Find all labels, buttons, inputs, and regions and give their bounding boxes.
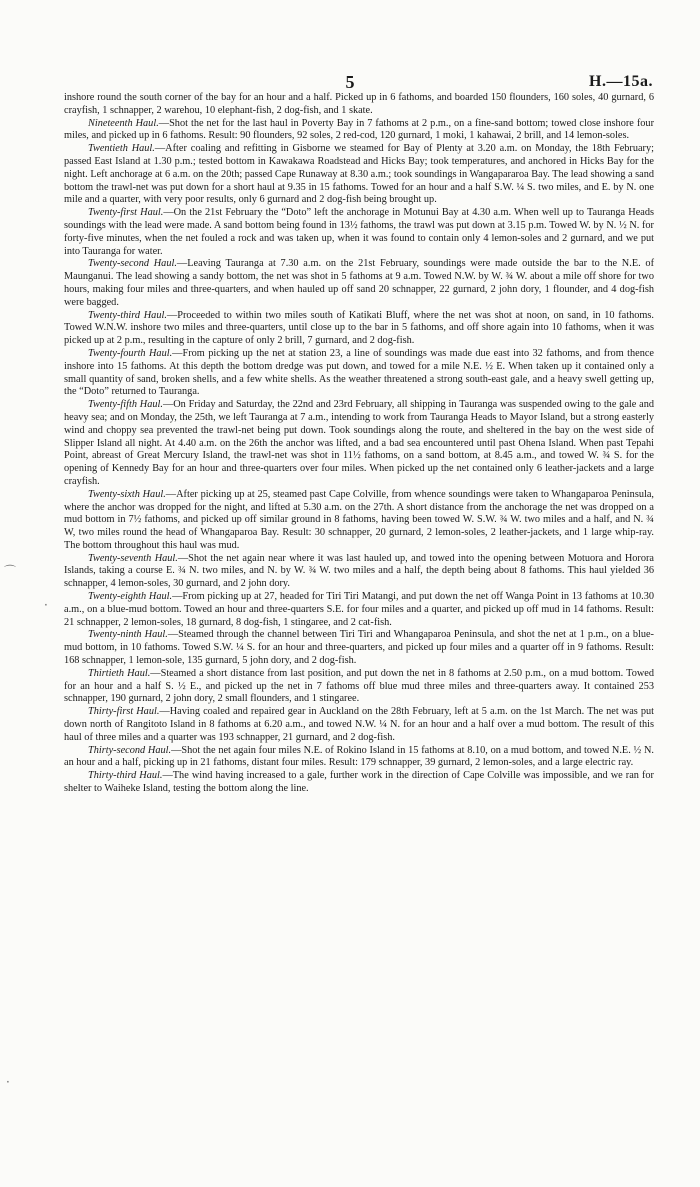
haul-paragraph [64, 668, 654, 706]
haul-title: Twenty-sixth Haul. [88, 488, 166, 500]
haul-title: Nineteenth Haul. [88, 117, 159, 129]
body-text [64, 92, 654, 796]
haul-paragraph [64, 770, 654, 796]
haul-text: —On Friday and Saturday, the 22nd and 23rd February, all shipping in Tauranga was suspended owing to the gale and heavy sea; and on Monday, the 25th, we left Tauranga at 7 a.m., intending to work from Tauranga Heads to Mayor Island, but a strong easterly wind and choppy sea prevented the trawl-net being put down. Took soundings along the route, and sheltered in the bay on the west side of Slipper Island all night. At 4.40 a.m. on the 26th the anchor was lifted, and a bad sea encountered until past Ohena Island. When past Tepahi Point, abreast of Great Mercury Island, the trawl-net was shot in 11½ fathoms, on a sand bottom, at 8.45 a.m., and towed W. ¾ S. for the opening of Kennedy Bay for an hour and three-quarters over four miles. When picked up the net contained only 6 leather-jackets and a large crayfish. [64, 399, 654, 487]
haul-paragraph [64, 348, 654, 399]
haul-title: Twenty-eighth Haul. [88, 591, 173, 603]
haul-paragraph [64, 118, 654, 144]
haul-text: —Having coaled and repaired gear in Auckland on the 28th February, left at 5 a.m. on the 1st March. The net was put down north of Rangitoto Island in 8 fathoms at 6.20 a.m., and towed N.W. ¼ N. for an hour and a half over a mud bottom. The result of this haul of three miles and a quarter was 193 schnapper, 21 gurnard, and 2 dog-fish. [64, 706, 654, 743]
haul-text: —The wind having increased to a gale, further work in the direction of Cape Colville was impossible, and we ran for shelter to Waiheke Island, testing the bottom along the line. [64, 770, 654, 795]
haul-paragraph [64, 310, 654, 348]
haul-paragraph [64, 489, 654, 553]
haul-text: —Shot the net again near where it was last hauled up, and towed into the opening between Motuora and Horora Islands, taking a course E. ¾ N. two miles, and N. by W. ¾ W. two miles and a half, the depth being about 8 fathoms. This haul yielded 36 schnapper, 4 lemon-soles, 30 gurnard, and 2 john dory. [64, 552, 654, 590]
haul-paragraph [64, 258, 654, 309]
haul-title: Thirty-second Haul. [88, 744, 172, 756]
haul-title: Twenty-seventh Haul. [88, 552, 178, 564]
haul-text: —From picking up at 27, headed for Tiri Tiri Matangi, and put down the net off Wanga Point in 13 fathoms at 10.30 a.m., on a blue-mud bottom. Towed an hour and three-quarters S.E. for four miles and a quarter, and picked up off mud in 14 fathoms. Result: 21 schnapper, 2 lemon-soles, 18 gurnard, 8 dog-fish, 1 stingaree, and 2 cat-fish. [64, 591, 655, 628]
haul-text: —Shot the net again four miles N.E. of Rokino Island in 15 fathoms at 8.10, on a mud bottom, and towed N.E. ½ N. an hour and a half, picking up in 21 fathoms, distant four miles. Result: 179 schnapper, 39 gurnard, 2 lemon-soles, and a large electric ray. [64, 744, 654, 769]
haul-text: —Leaving Tauranga at 7.30 a.m. on the 21st February, soundings were made outside the bar to the N.E. of Maunganui. The lead showing a sandy bottom, the net was shot in 5 fathoms at 9 a.m. Towed N.W. by W. ¾ W. about a mile off shore for two hours, making four miles and three-quarters, and when hauled up off sand 20 schnapper, 22 gurnard, 2 john dory, 1 flounder, and 4 dog-fish were bagged. [64, 258, 654, 308]
page-number: 5 [345, 72, 355, 92]
document-code: H.—15a. [589, 73, 653, 90]
haul-text: —Steamed a short distance from last position, and put down the net in 8 fathoms at 2.50 p.m., on a mud bottom. Towed for an hour and a half S. ½ E., and picked up the net in 7 fathoms off blue mud three miles and three-quarters away. It contained 253 schnapper, 190 gurnard, 2 john dory, 2 small flounders, and 1 stingaree. [64, 667, 654, 705]
haul-paragraph [64, 143, 654, 207]
margin-mark: · [6, 1075, 10, 1089]
margin-mark: · [44, 598, 48, 612]
haul-list [64, 118, 654, 796]
haul-title: Twenty-second Haul. [88, 258, 177, 270]
haul-paragraph [64, 399, 654, 489]
haul-paragraph [64, 207, 654, 258]
haul-paragraph [64, 553, 654, 591]
haul-text: —From picking up the net at station 23, a line of soundings was made due east into 32 fathoms, and from thence inshore into 15 fathoms. At this depth the bottom dredge was put down, and towed for a mile N.E. ½ E. When taken up it contained only a small quantity of sand, broken shells, and a few white shells. As the weather threatened a strong south-east gale, and a heavy swell getting up, the “Doto” returned to Tauranga. [64, 347, 654, 398]
margin-mark: ⌒ [4, 564, 17, 578]
haul-title: Twentieth Haul. [88, 143, 155, 155]
haul-paragraph [64, 629, 654, 667]
haul-title: Twenty-fifth Haul. [88, 399, 163, 411]
haul-text: —Shot the net for the last haul in Poverty Bay in 7 fathoms at 2 p.m., on a fine-sand bottom; towed close inshore four miles, and picked up in 6 fathoms. Result: 90 flounders, 92 soles, 2 red-cod, 120 gurnard, 1 moki, 1 kahawai, 2 brill, and 14 lemon-soles. [64, 117, 654, 142]
haul-title: Twenty-first Haul. [88, 207, 164, 219]
haul-title: Thirtieth Haul. [88, 667, 151, 679]
haul-title: Twenty-third Haul. [88, 309, 167, 321]
haul-paragraph [64, 591, 654, 629]
opening-paragraph: inshore round the south corner of the bay for an hour and a half. Picked up in 6 fathoms, and boarded 150 flounders, 160 soles, 40 gurnard, 6 crayfish, 1 schnapper, 2 warehou, 10 elephant-fish, 2 dog-fish, and 1 skate. [64, 92, 654, 116]
haul-text: —On the 21st February the “Doto” left the anchorage in Motunui Bay at 4.30 a.m. When well up to Tauranga Heads soundings with the lead were made. A sand bottom being found in 13½ fathoms, the trawl was put down at 3.15 p.m. Towed W. by N. ½ N. for forty-five minutes, when the net fouled a rock and was taken up, when it was found to contain only 4 lemon-soles and 2 gurnard, and we put into Tauranga for water. [64, 207, 654, 257]
haul-text: —Proceeded to within two miles south of Katikati Bluff, where the net was shot at noon, on sand, in 10 fathoms. Towed W.N.W. inshore two miles and three-quarters, until close up to the bar in 5 fathoms, and off shore again into 10 fathoms, when it was picked up at 2 p.m., resulting in the capture of only 2 brill, 7 gurnard, and 2 dog-fish. [64, 309, 654, 347]
haul-text: —After picking up at 25, steamed past Cape Colville, from whence soundings were taken to Whangaparoa Peninsula, where the anchor was dropped for the night, and lifted at 5.30 a.m. on the 27th. A short distance from the anchorage the net was dropped on a mud bottom in 7½ fathoms, and picked up off similar ground in 8 fathoms, having been towed W. S.W. ¾ W. two miles and a half, and N. ¾ W, two miles round the head of Whangaparoa Bay. Result: 30 schnapper, 20 gurnard, 2 lemon-soles, 2 leather-jackets, and 1 large whip-ray. The bottom throughout this haul was mud. [64, 488, 654, 551]
haul-title: Twenty-ninth Haul. [88, 629, 168, 641]
haul-text: —After coaling and refitting in Gisborne we steamed for Bay of Plenty at 3.20 a.m. on Monday, the 18th February; passed East Island at 1.30 p.m.; tested bottom in Kawakawa Roadstead and Hicks Bay; took temperatures, and anchored in Hicks Bay for the night. Left anchorage at 6 a.m. on the 20th; passed Cape Runaway at 8.30 a.m.; took soundings in Wangapararoa Bay. The lead showing a sand bottom the trawl-net was put down for a short haul at 9.35 in 15 fathoms. Towed for an hour and a half S.W. ¼ S. two miles, and E. by N. one mile and a quarter, with very poor results, only 6 gurnard and 2 dog-fish being brought up. [64, 143, 654, 206]
haul-paragraph [64, 706, 654, 744]
haul-title: Thirty-third Haul. [88, 770, 163, 782]
haul-title: Twenty-fourth Haul. [88, 347, 173, 359]
haul-title: Thirty-first Haul. [88, 706, 160, 718]
haul-paragraph [64, 745, 654, 771]
haul-text: —Steamed through the channel between Tiri Tiri and Whangaparoa Peninsula, and shot the net at 1 p.m., on a blue-mud bottom, in 10 fathoms. Towed S.W. ¼ S. for an hour and three-quarters, and picked up four miles and a quarter off in 9 fathoms. Result: 168 schnapper, 1 lemon-sole, 135 gurnard, 5 john dory, and 2 dog-fish. [64, 629, 654, 667]
